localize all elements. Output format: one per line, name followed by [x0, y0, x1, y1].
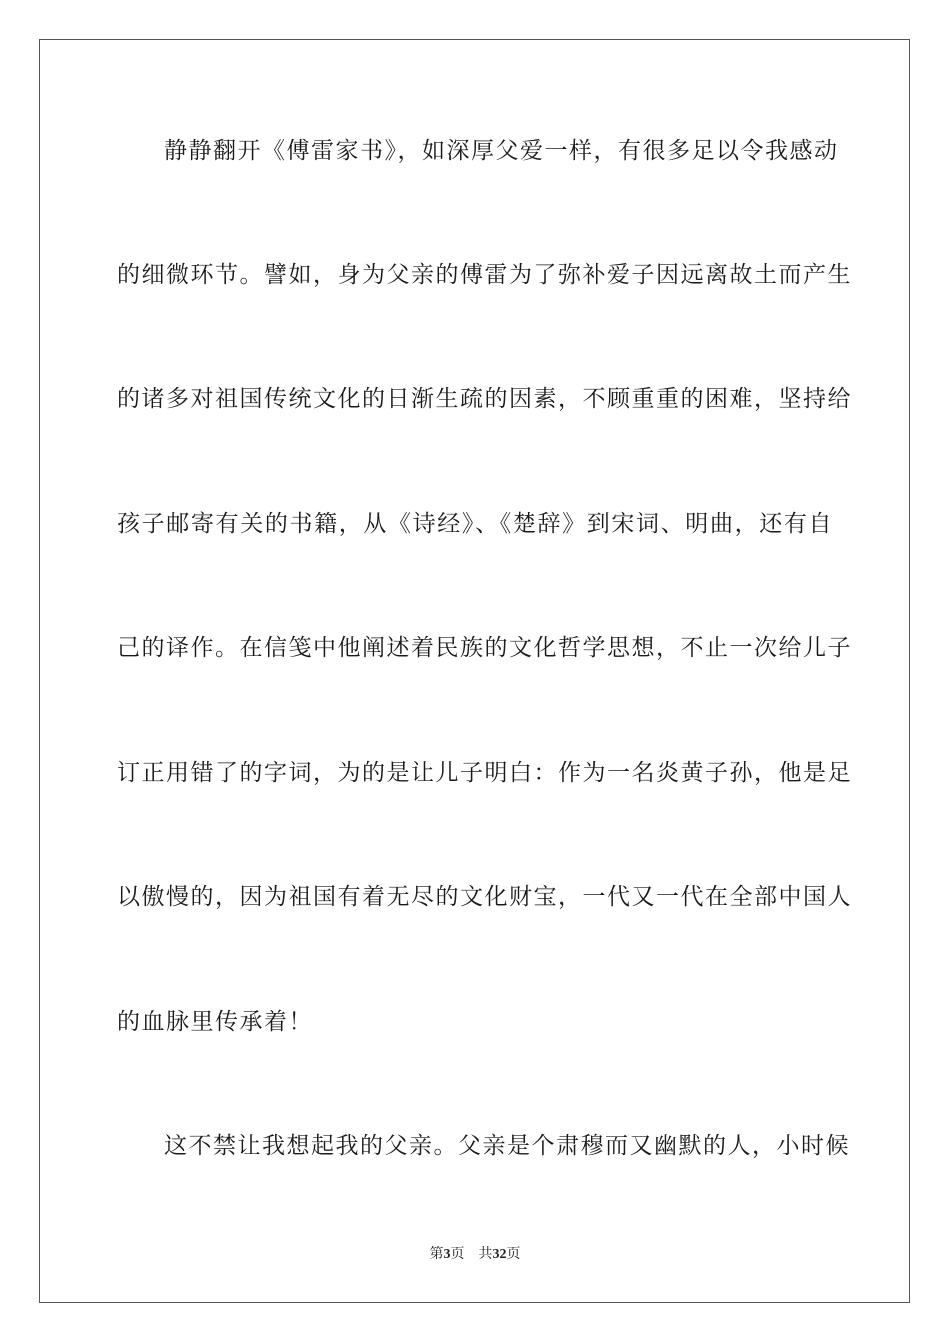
page-prefix: 第 — [429, 1247, 444, 1262]
page-suffix: 页 — [450, 1247, 465, 1262]
page-number: 3 — [443, 1247, 451, 1262]
paragraph-1-line-3: 的诸多对祖国传统文化的日渐生疏的因素，不顾重重的困难，坚持给 — [117, 386, 852, 412]
total-suffix: 页 — [506, 1247, 521, 1262]
paragraph-1-line-8: 的血脉里传承着！ — [117, 1009, 313, 1035]
page-border — [39, 39, 910, 1303]
page-footer — [0, 1246, 950, 1264]
paragraph-1-line-5: 己的译作。在信笺中他阐述着民族的文化哲学思想，不止一次给儿子 — [117, 635, 852, 661]
total-pages: 32 — [492, 1247, 507, 1262]
total-prefix: 共 — [478, 1247, 493, 1262]
paragraph-1-line-6: 订正用错了的字词，为的是让儿子明白：作为一名炎黄子孙，他是足 — [117, 760, 852, 786]
paragraph-1-line-1: 静静翻开《傅雷家书》，如深厚父爱一样，有很多足以令我感动 — [164, 138, 839, 164]
paragraph-1-line-7: 以傲慢的，因为祖国有着无尽的文化财宝，一代又一代在全部中国人 — [117, 884, 852, 910]
paragraph-1-line-4: 孩子邮寄有关的书籍，从《诗经》、《楚辞》到宋词、明曲，还有自 — [117, 511, 833, 537]
paragraph-2-line-1: 这不禁让我想起我的父亲。父亲是个肃穆而又幽默的人，小时候 — [164, 1133, 850, 1159]
paragraph-1-line-2: 的细微环节。譬如，身为父亲的傅雷为了弥补爱子因远离故土而产生 — [117, 262, 852, 288]
